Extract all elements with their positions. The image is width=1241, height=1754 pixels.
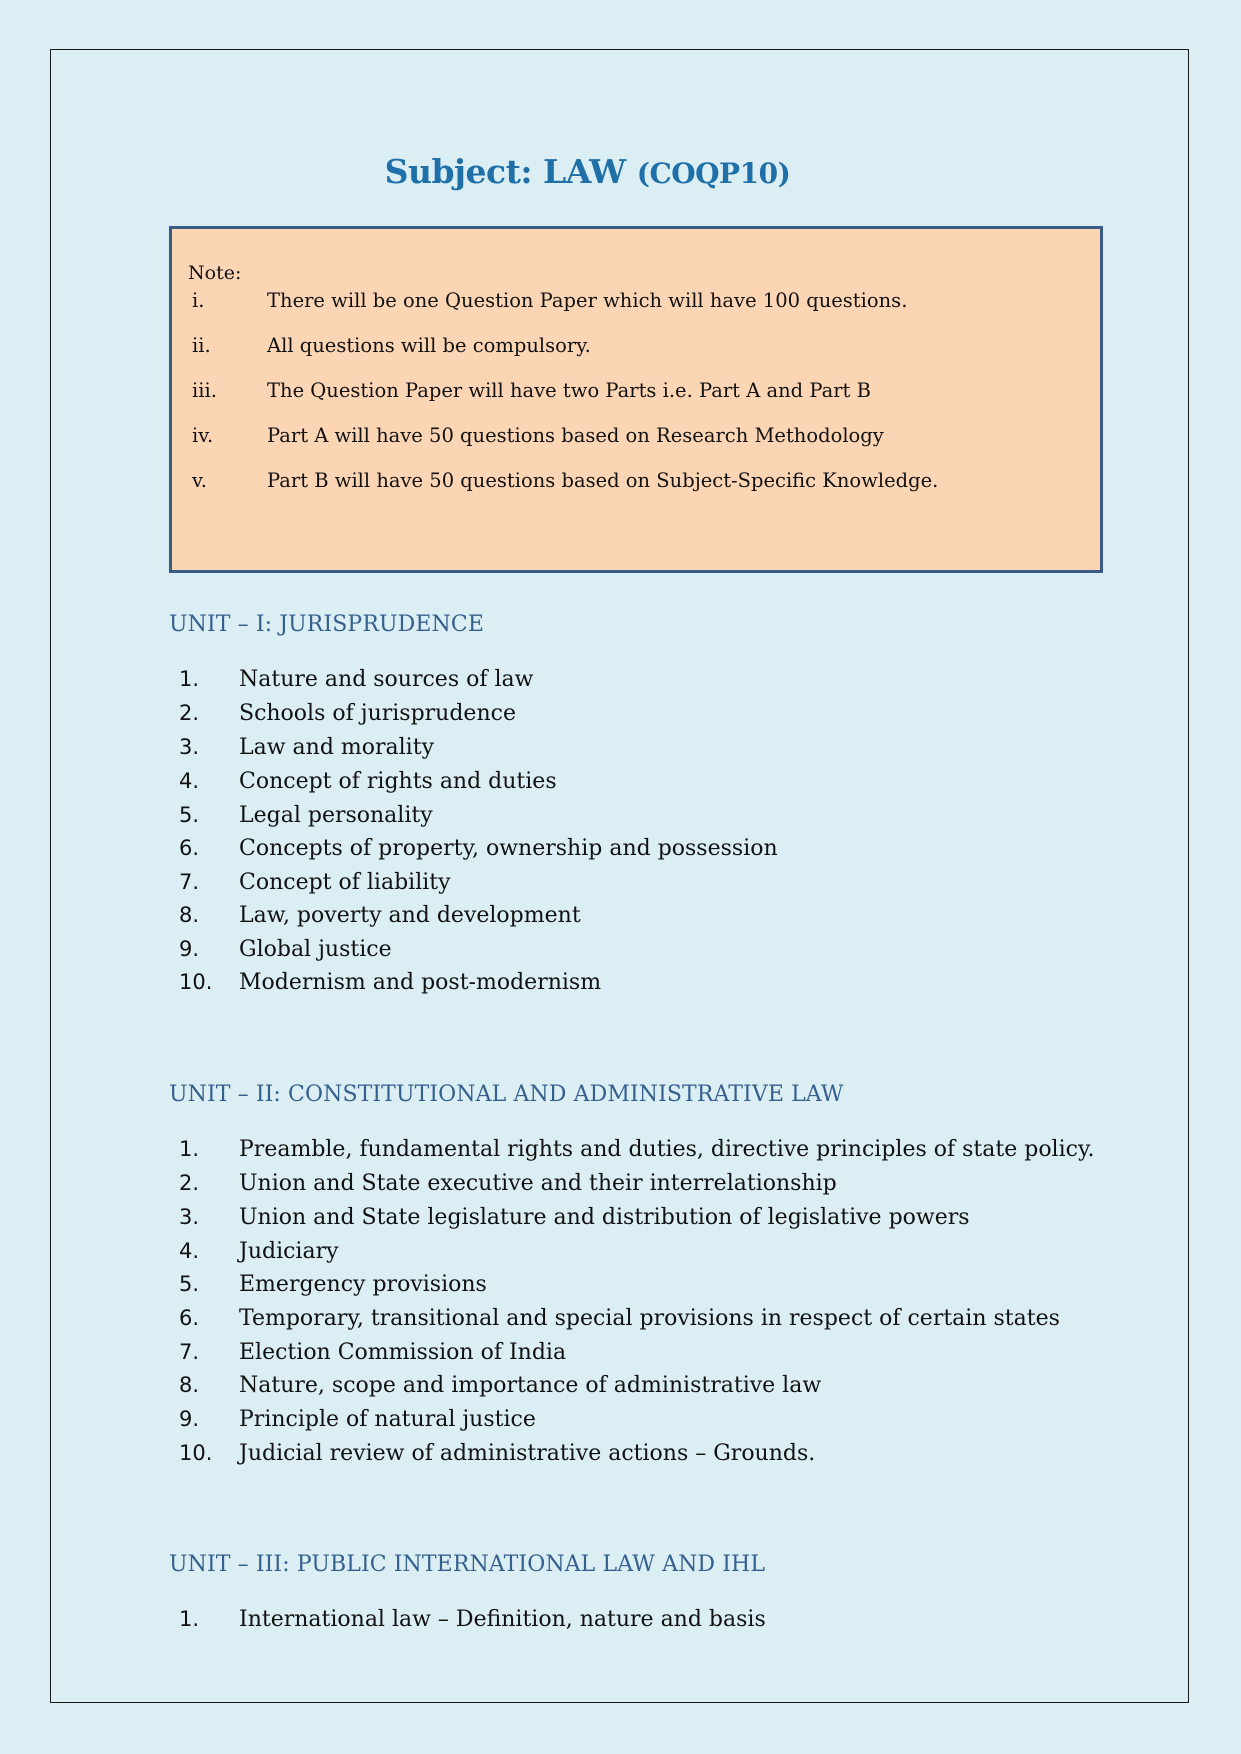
note-item bbox=[192, 334, 591, 357]
list-item-number: 10. bbox=[179, 970, 213, 994]
list-item-number: 4. bbox=[179, 769, 200, 793]
list-item bbox=[179, 1137, 1094, 1162]
subject-code: (COQP10) bbox=[636, 157, 791, 190]
list-item-number: 1. bbox=[179, 1607, 200, 1631]
list-item-text: Union and State legislature and distribution of legislative powers bbox=[239, 1205, 970, 1230]
list-item-number: 9. bbox=[179, 1407, 200, 1431]
note-item-text: There will be one Question Paper which will have 100 questions. bbox=[267, 289, 908, 312]
list-item bbox=[179, 803, 433, 828]
list-item-text: Judiciary bbox=[239, 1239, 339, 1264]
list-item bbox=[179, 1373, 821, 1398]
list-item-number: 3. bbox=[179, 735, 200, 759]
list-item bbox=[179, 1407, 536, 1432]
list-item bbox=[179, 1239, 339, 1264]
note-item bbox=[192, 289, 907, 312]
list-item-number: 9. bbox=[179, 937, 200, 961]
list-item bbox=[179, 1441, 815, 1466]
note-item-number: v. bbox=[192, 469, 207, 492]
list-item-text: Election Commission of India bbox=[239, 1340, 567, 1365]
list-item bbox=[179, 667, 533, 692]
list-item-number: 6. bbox=[179, 836, 200, 860]
note-item bbox=[192, 424, 884, 447]
list-item-number: 8. bbox=[179, 1373, 200, 1397]
note-box bbox=[169, 226, 1103, 573]
list-item-number: 4. bbox=[179, 1239, 200, 1263]
list-item bbox=[179, 1272, 487, 1297]
list-item bbox=[179, 903, 581, 928]
list-item-number: 2. bbox=[179, 701, 200, 725]
unit-heading-1: UNIT – I: JURISPRUDENCE bbox=[169, 612, 484, 637]
list-item-text: Schools of jurisprudence bbox=[239, 701, 516, 726]
list-item bbox=[179, 836, 778, 861]
list-item-text: Law, poverty and development bbox=[239, 903, 581, 928]
list-item-text: Nature and sources of law bbox=[239, 667, 534, 692]
list-item-text: Legal personality bbox=[239, 803, 433, 828]
list-item-number: 10. bbox=[179, 1441, 213, 1465]
list-item-number: 6. bbox=[179, 1306, 200, 1330]
note-label: Note: bbox=[188, 262, 242, 284]
unit-heading-2: UNIT – II: CONSTITUTIONAL AND ADMINISTRATIVE LAW bbox=[169, 1082, 844, 1107]
list-item-text: Judicial review of administrative actions – Grounds. bbox=[239, 1441, 816, 1466]
list-item bbox=[179, 1205, 970, 1230]
page-title bbox=[0, 152, 1175, 191]
list-item bbox=[179, 701, 516, 726]
list-item-number: 1. bbox=[179, 667, 200, 691]
list-item bbox=[179, 970, 601, 995]
subject-title: Subject: LAW bbox=[384, 152, 626, 191]
list-item-text: Temporary, transitional and special provisions in respect of certain states bbox=[239, 1306, 1060, 1331]
list-item bbox=[179, 937, 392, 962]
list-item bbox=[179, 769, 557, 794]
note-item bbox=[192, 379, 871, 402]
note-item-text: Part A will have 50 questions based on Research Methodology bbox=[267, 424, 884, 447]
list-item-number: 5. bbox=[179, 803, 200, 827]
list-item-text: Concept of rights and duties bbox=[239, 769, 557, 794]
list-item-text: Law and morality bbox=[239, 735, 434, 760]
note-item-number: iii. bbox=[192, 379, 217, 402]
list-item-text: International law – Definition, nature and basis bbox=[239, 1607, 766, 1632]
list-item-number: 8. bbox=[179, 903, 200, 927]
note-item bbox=[192, 469, 938, 492]
note-item-number: iv. bbox=[192, 424, 214, 447]
list-item bbox=[179, 735, 434, 760]
list-item-text: Modernism and post-modernism bbox=[239, 970, 602, 995]
list-item-text: Nature, scope and importance of administrative law bbox=[239, 1373, 822, 1398]
note-item-text: Part B will have 50 questions based on Subject-Specific Knowledge. bbox=[267, 469, 939, 492]
list-item-text: Union and State executive and their interrelationship bbox=[239, 1171, 837, 1196]
list-item bbox=[179, 1171, 837, 1196]
note-item-number: i. bbox=[192, 289, 205, 312]
list-item bbox=[179, 1340, 566, 1365]
list-item-number: 5. bbox=[179, 1272, 200, 1296]
list-item-number: 2. bbox=[179, 1171, 200, 1195]
list-item-number: 3. bbox=[179, 1205, 200, 1229]
list-item-number: 1. bbox=[179, 1137, 200, 1161]
note-item-number: ii. bbox=[192, 334, 211, 357]
list-item-text: Global justice bbox=[239, 937, 392, 962]
note-item-text: The Question Paper will have two Parts i.e. Part A and Part B bbox=[267, 379, 871, 402]
list-item bbox=[179, 1607, 766, 1632]
note-item-text: All questions will be compulsory. bbox=[267, 334, 591, 357]
unit-heading-3: UNIT – III: PUBLIC INTERNATIONAL LAW AND IHL bbox=[169, 1552, 766, 1577]
list-item bbox=[179, 870, 451, 895]
list-item-number: 7. bbox=[179, 870, 200, 894]
list-item bbox=[179, 1306, 1060, 1331]
list-item-text: Principle of natural justice bbox=[239, 1407, 536, 1432]
list-item-text: Preamble, fundamental rights and duties, directive principles of state policy. bbox=[239, 1137, 1095, 1162]
list-item-text: Emergency provisions bbox=[239, 1272, 487, 1297]
list-item-number: 7. bbox=[179, 1340, 200, 1364]
list-item-text: Concept of liability bbox=[239, 870, 451, 895]
list-item-text: Concepts of property, ownership and possession bbox=[239, 836, 778, 861]
